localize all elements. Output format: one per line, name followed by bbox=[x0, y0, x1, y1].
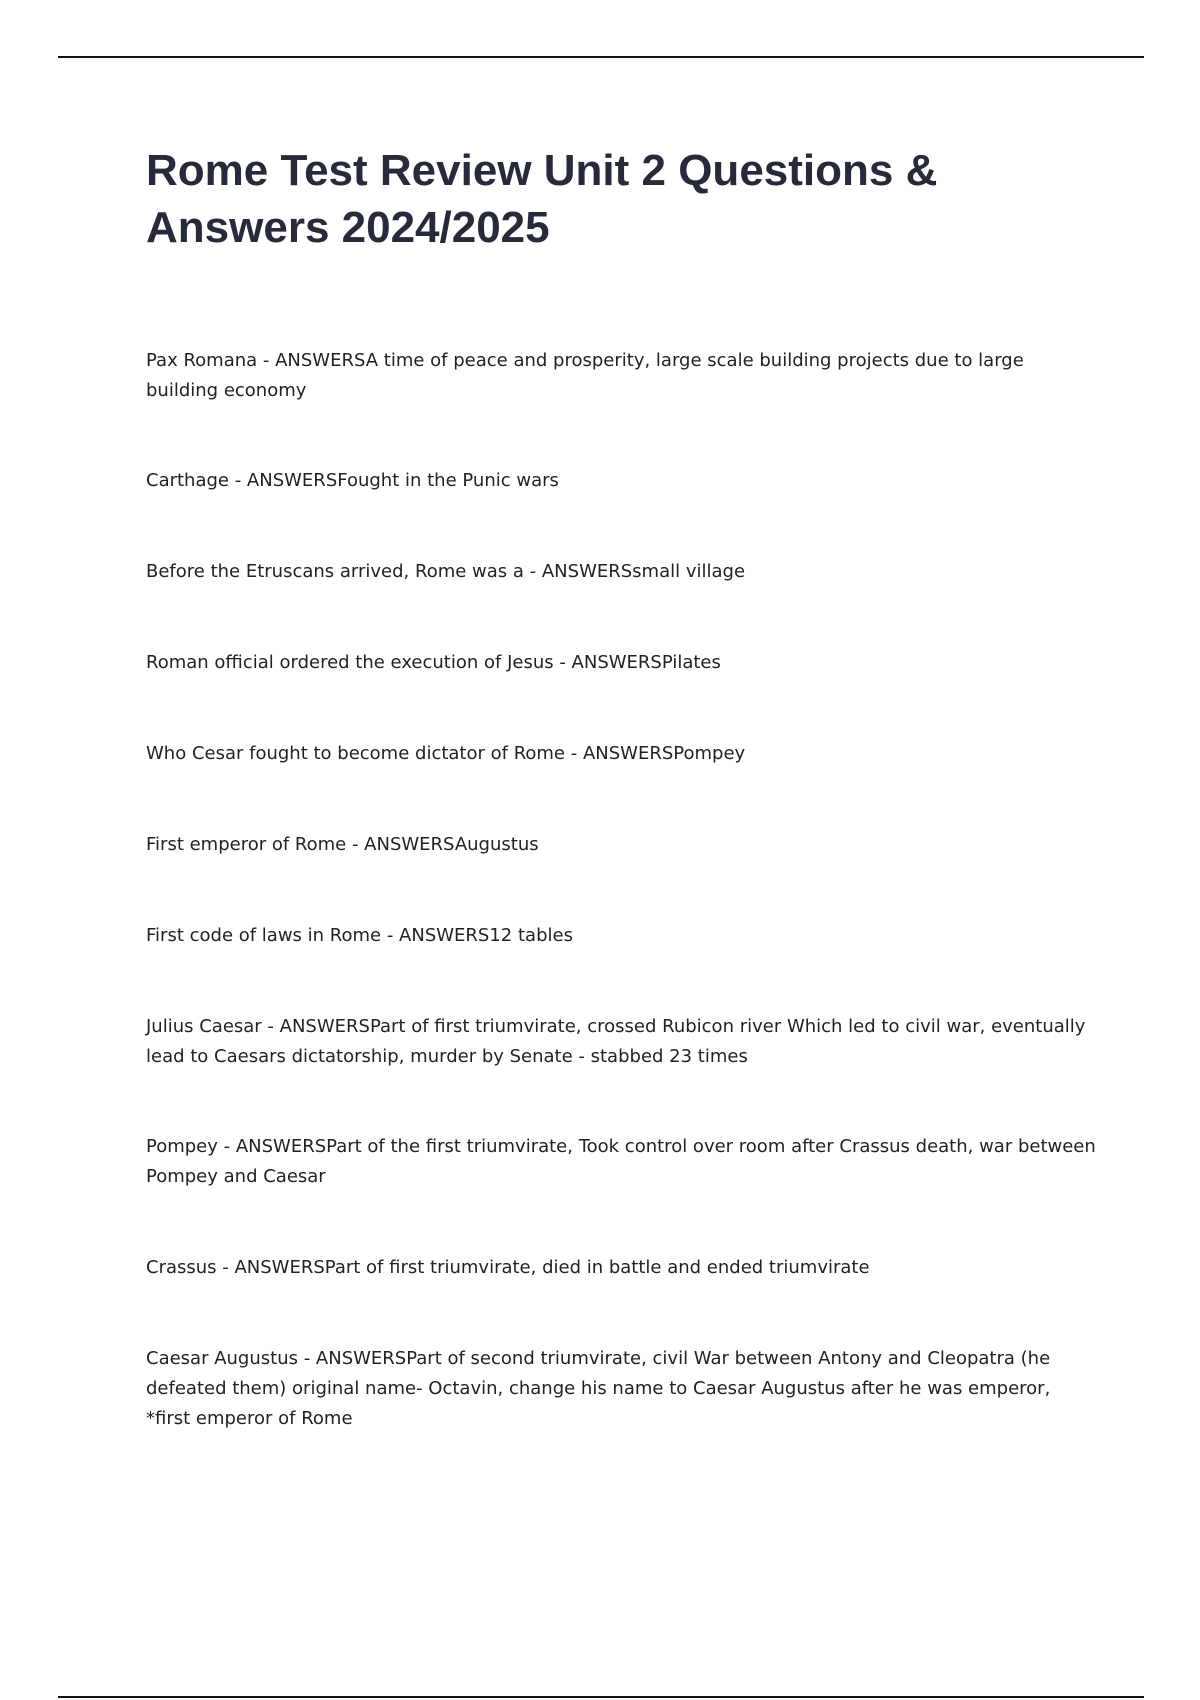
bottom-divider bbox=[58, 1696, 1144, 1698]
qa-list bbox=[146, 346, 1096, 1434]
qa-item-crassus: Crassus - ANSWERSPart of first triumvirate, died in battle and ended triumvirate bbox=[146, 1257, 870, 1278]
top-divider bbox=[58, 56, 1144, 58]
qa-item-first-code-of-laws: First code of laws in Rome - ANSWERS12 tables bbox=[146, 925, 573, 946]
qa-item-carthage: Carthage - ANSWERSFought in the Punic wars bbox=[146, 470, 559, 491]
qa-item-pax-romana: Pax Romana - ANSWERSA time of peace and prosperity, large scale building projects due to large building economy bbox=[146, 350, 1024, 401]
qa-item-cesar-dictator: Who Cesar fought to become dictator of Rome - ANSWERSPompey bbox=[146, 743, 746, 764]
qa-item-execution-of-jesus: Roman official ordered the execution of Jesus - ANSWERSPilates bbox=[146, 652, 721, 673]
qa-item-julius-caesar: Julius Caesar - ANSWERSPart of first triumvirate, crossed Rubicon river Which led to civil war, eventually lead to Caesars dictatorship, murder by Senate - stabbed 23 times bbox=[146, 1016, 1086, 1067]
qa-item-caesar-augustus: Caesar Augustus - ANSWERSPart of second triumvirate, civil War between Antony and Cleopatra (he defeated them) original name- Octavin, change his name to Caesar Augustus after he was emperor, *first emperor of Rome bbox=[146, 1348, 1051, 1429]
qa-item-first-emperor: First emperor of Rome - ANSWERSAugustus bbox=[146, 834, 539, 855]
qa-item-before-etruscans: Before the Etruscans arrived, Rome was a - ANSWERSsmall village bbox=[146, 561, 746, 582]
document-title: Rome Test Review Unit 2 Questions & Answers 2024/2025 bbox=[146, 146, 938, 252]
qa-item-pompey: Pompey - ANSWERSPart of the first triumvirate, Took control over room after Crassus death, war between Pompey and Caesar bbox=[146, 1136, 1096, 1187]
